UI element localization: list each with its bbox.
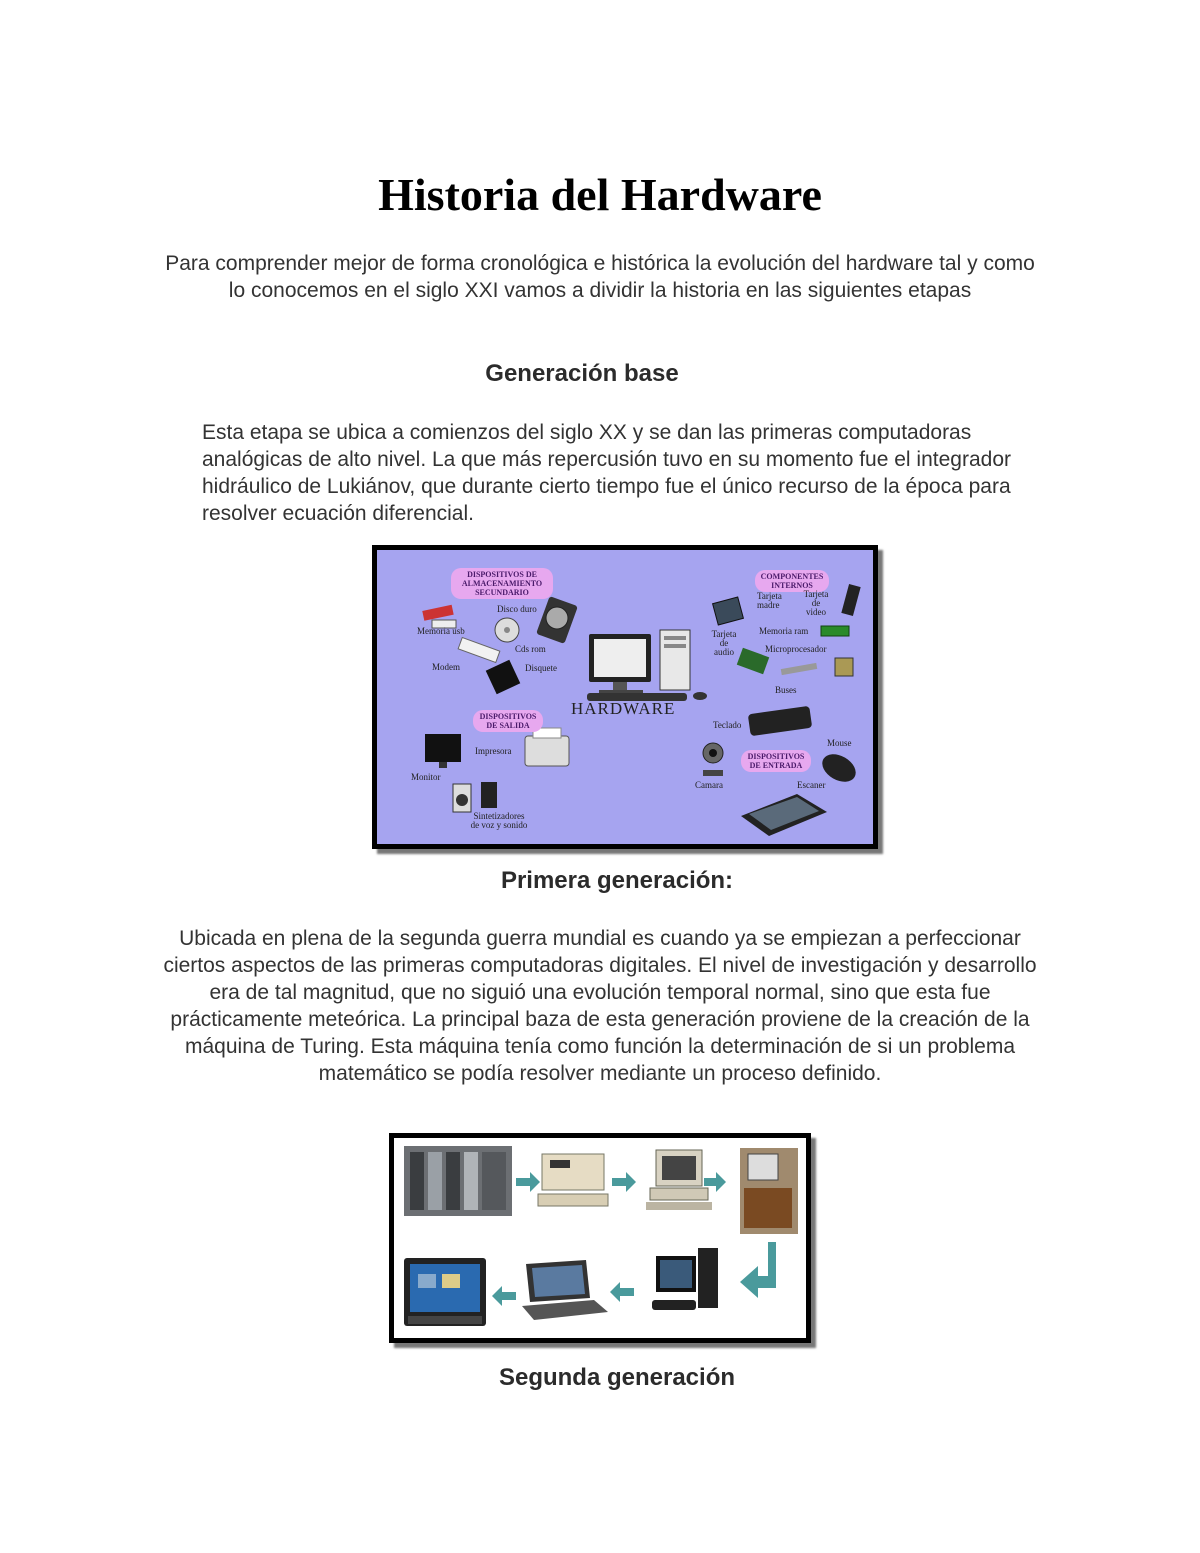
hardware-center-label: HARDWARE xyxy=(571,699,676,718)
processor-icon xyxy=(835,658,853,676)
category-input: DISPOSITIVOS DE ENTRADA xyxy=(741,750,811,772)
usb-memory-icon xyxy=(422,605,456,628)
page-title: Historia del Hardware xyxy=(378,169,822,220)
scanner-icon xyxy=(741,794,827,836)
monitor-icon xyxy=(425,734,461,768)
label-disquete: Disquete xyxy=(525,663,557,673)
heading-primera-generacion: Primera generación: xyxy=(500,867,734,894)
label-cds: Cds rom xyxy=(515,644,546,654)
label-memoria-ram: Memoria ram xyxy=(759,626,809,636)
motherboard-icon xyxy=(713,597,744,625)
label-monitor: Monitor xyxy=(411,772,441,782)
label-disco-duro: Disco duro xyxy=(497,604,537,614)
label-tarjeta-audio: Tarjeta de audio xyxy=(711,629,737,657)
label-sintetizadores: Sintetizadores de voz y sonido xyxy=(470,811,528,830)
label-escaner: Escaner xyxy=(797,780,826,790)
mainframe-photo xyxy=(404,1146,512,1216)
modem-icon xyxy=(458,638,500,663)
camera-icon xyxy=(703,743,723,776)
arrow-icon-4 xyxy=(740,1242,776,1298)
label-mouse: Mouse xyxy=(827,738,852,748)
intro-paragraph: Para comprender mejor de forma cronológica e histórica la evolución del hardware tal y como lo conocemos en el siglo XXI vamos a dividir la historia en las siguientes etapas xyxy=(165,252,1035,302)
label-memoria-usb: Memoria usb xyxy=(417,626,465,636)
arrow-icon-2 xyxy=(612,1172,636,1192)
computer-icon xyxy=(587,630,707,701)
label-impresora: Impresora xyxy=(475,746,512,756)
arrow-icon-6 xyxy=(492,1286,516,1306)
category-output: DISPOSITIVOS DE SALIDA xyxy=(473,710,543,732)
pc-photo xyxy=(646,1150,712,1210)
computer-evolution-image xyxy=(389,1133,811,1343)
hardware-diagram-image xyxy=(372,545,878,849)
label-tarjeta-video: Tarjeta de video xyxy=(803,589,829,617)
all-in-one-photo xyxy=(404,1258,486,1326)
laptop-photo xyxy=(522,1260,608,1320)
label-modem: Modem xyxy=(432,662,460,672)
early-computer-photo xyxy=(538,1154,608,1206)
keyboard-icon xyxy=(748,706,812,736)
printer-icon xyxy=(525,728,569,766)
arrow-icon-1 xyxy=(516,1172,540,1192)
label-teclado: Teclado xyxy=(713,720,742,730)
bus-cable-icon xyxy=(781,663,817,675)
paragraph-generacion-base: Esta etapa se ubica a comienzos del siglo XX y se dan las primeras computadoras analógicas de alto nivel. La que más repercusión tuvo en su momento fue el integrador hidráulico de Lukiánov, que durante cierto tiempo fue el único recurso de la época para resolver ecuación diferencial. xyxy=(202,421,1011,525)
paragraph-primera-generacion: Ubicada en plena de la segunda guerra mundial es cuando ya se empiezan a perfeccionar ciertos aspectos de las primeras computadoras digitales. El nivel de investigación y desarrollo era de tal magnitud, que no siguió una evolución temporal normal, sino que esta fue prácticamente meteórica. La principal baza de esta generación proviene de la creación de la máquina de Turing. Esta máquina tenía como función la determinación de si un problema matemático se podía resolver mediante un proceso definido. xyxy=(163,927,1037,1085)
cd-icon xyxy=(495,618,519,642)
label-buses: Buses xyxy=(775,685,797,695)
hard-disk-icon xyxy=(536,596,578,644)
heading-segunda-generacion: Segunda generación xyxy=(498,1364,736,1391)
arrow-icon-5 xyxy=(610,1282,634,1302)
floppy-icon xyxy=(486,660,521,695)
tower-computer-photo xyxy=(652,1248,718,1310)
speaker-icon xyxy=(453,782,497,812)
category-internal: COMPONENTES INTERNOS xyxy=(755,570,829,592)
ram-icon xyxy=(821,626,849,636)
label-microprocesador: Microprocesador xyxy=(765,644,827,654)
desk-computer-photo xyxy=(740,1148,798,1234)
label-camara: Camara xyxy=(695,780,723,790)
label-tarjeta-madre: Tarjeta madre xyxy=(757,591,782,610)
video-card-icon xyxy=(841,584,860,616)
category-storage: DISPOSITIVOS DE ALMACENAMIENTO SECUNDARIO xyxy=(451,568,553,599)
heading-generacion-base: Generación base xyxy=(485,360,679,387)
